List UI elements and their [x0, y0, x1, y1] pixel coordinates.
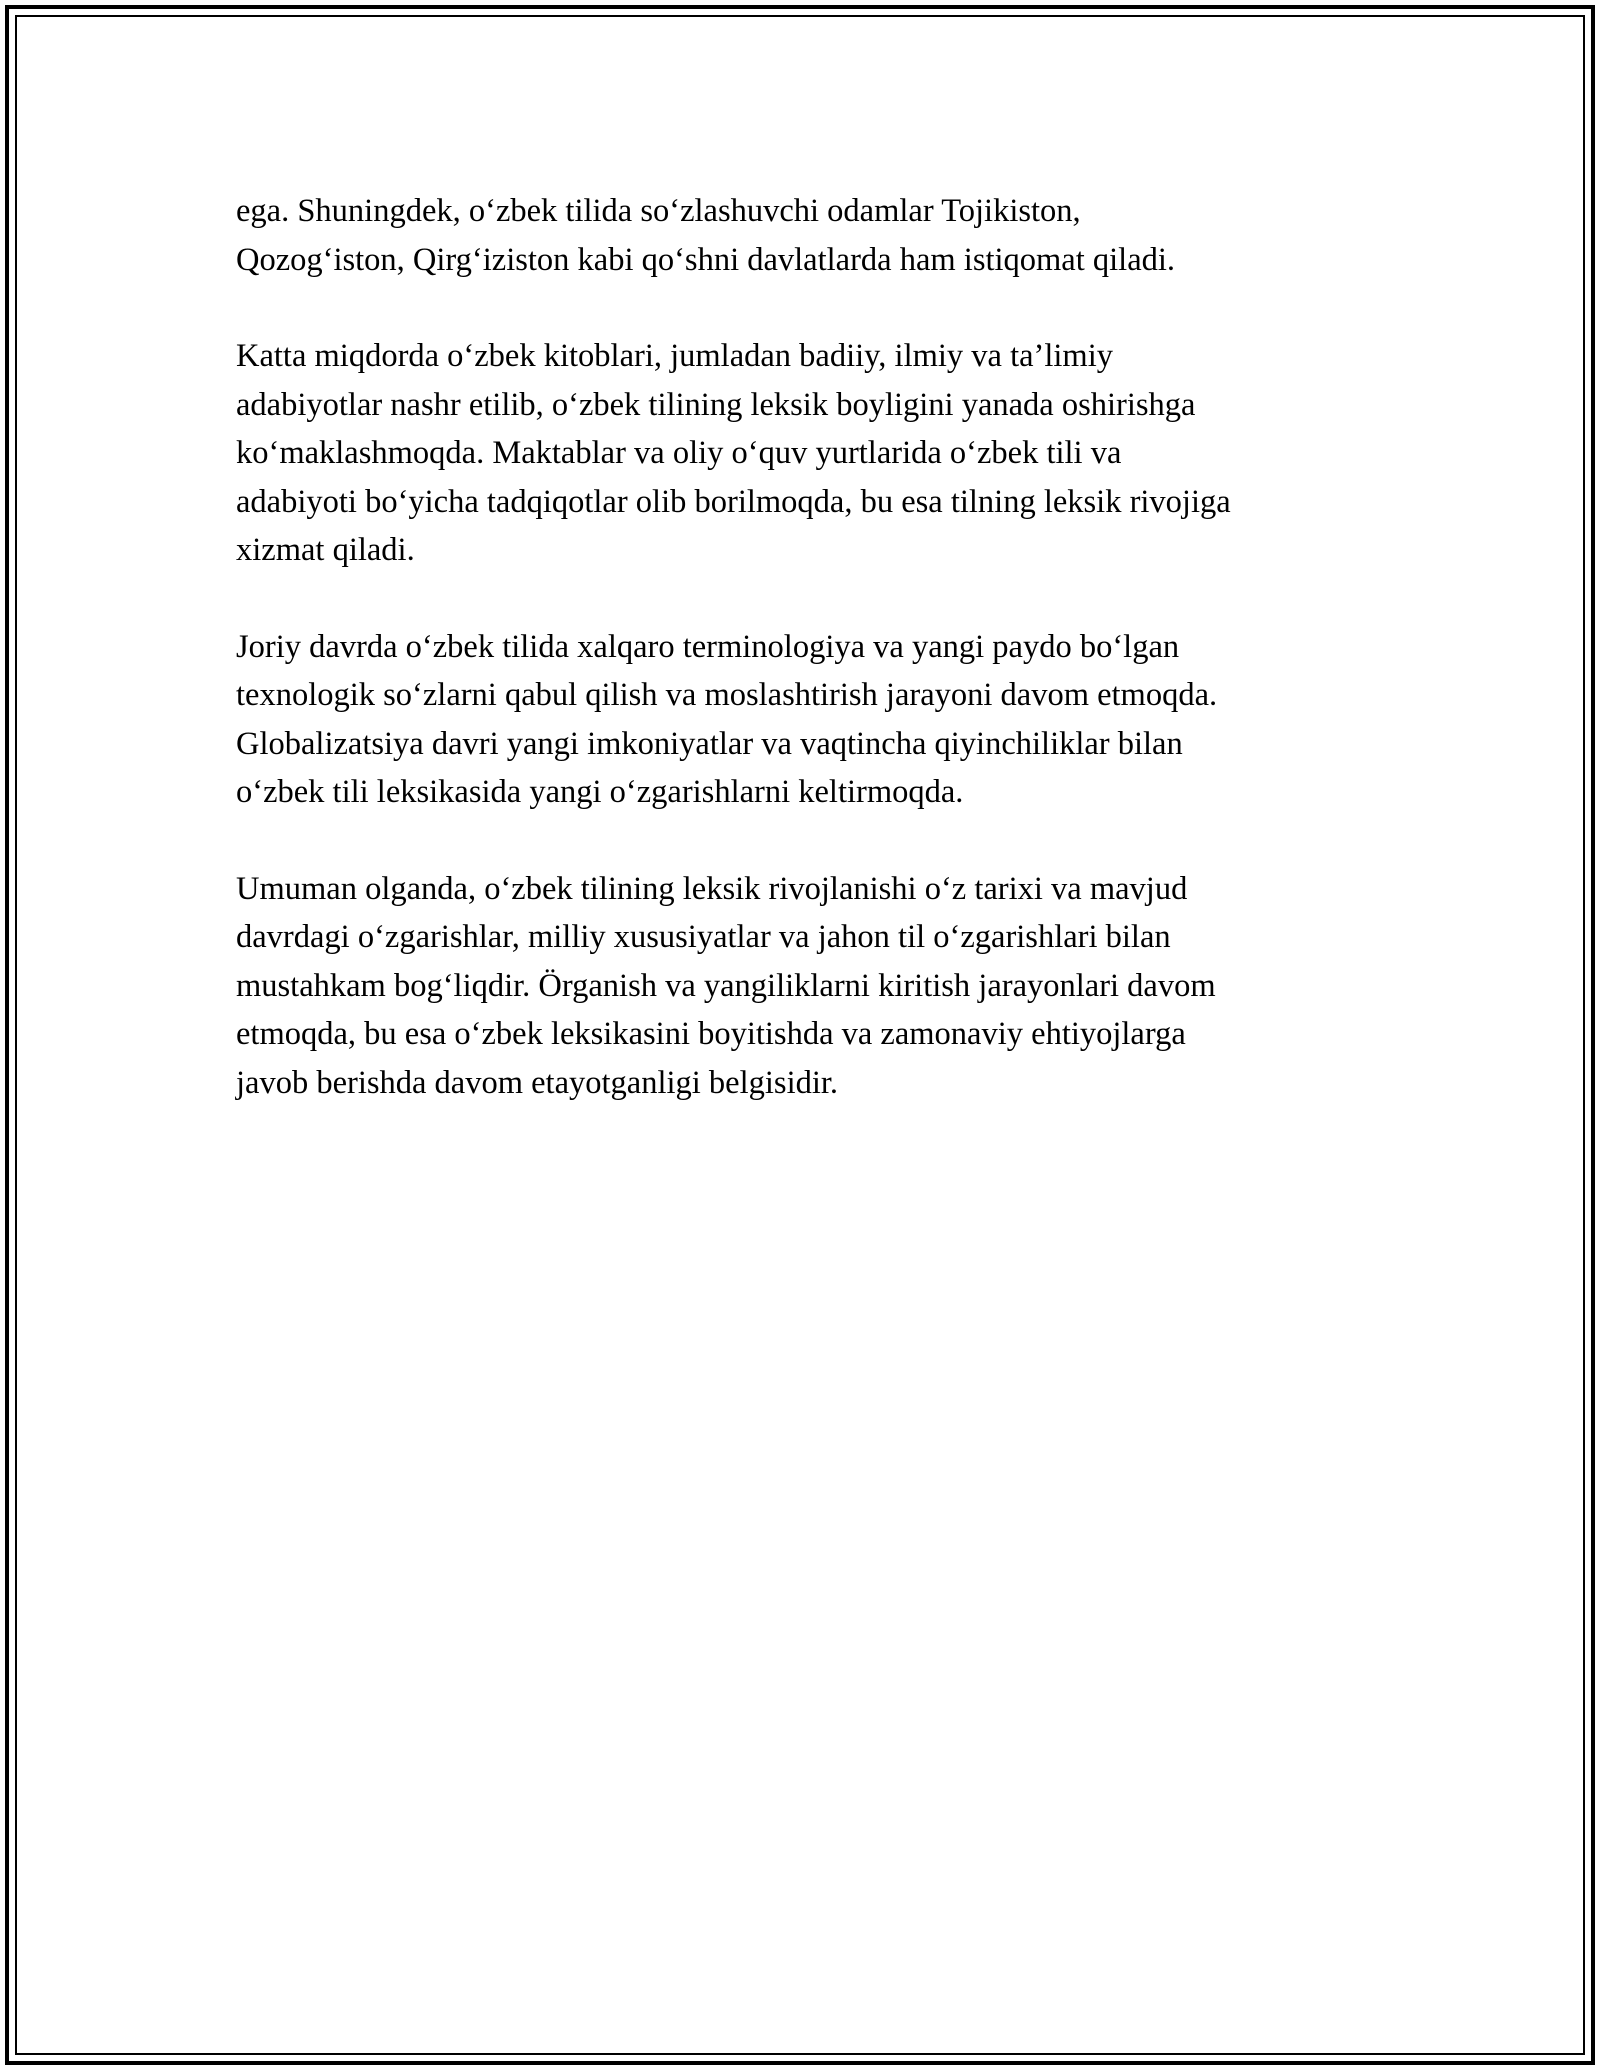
text-line: adabiyoti bo‘yicha tadqiqotlar olib borilmoqda, bu esa tilning leksik rivojiga — [236, 483, 1231, 520]
text-line: Joriy davrda o‘zbek tilida xalqaro terminologiya va yangi paydo bo‘lgan — [236, 628, 1180, 665]
paragraph-2 — [236, 332, 1416, 575]
text-line: xizmat qiladi. — [236, 532, 415, 568]
text-line: javob berishda davom etayotganligi belgisidir. — [236, 1064, 839, 1101]
paragraph-4 — [236, 865, 1416, 1108]
paragraph-3 — [236, 623, 1416, 817]
text-line: Globalizatsiya davri yangi imkoniyatlar va vaqtincha qiyinchiliklar bilan — [236, 725, 1183, 762]
text-line: ega. Shuningdek, o‘zbek tilida so‘zlashuvchi odamlar Tojikiston, — [236, 193, 1081, 229]
text-line: davrdagi o‘zgarishlar, milliy xususiyatlar va jahon til o‘zgarishlari bilan — [236, 919, 1171, 955]
text-line: adabiyotlar nashr etilib, o‘zbek tilining leksik boyligini yanada oshirishga — [236, 386, 1196, 423]
text-line: Katta miqdorda o‘zbek kitoblari, jumladan badiiy, ilmiy va ta’limiy — [236, 338, 1113, 374]
text-line: ko‘maklashmoqda. Maktablar va oliy o‘quv yurtlarida o‘zbek tili va — [236, 435, 1122, 471]
text-line: mustahkam bog‘liqdir. Örganish va yangiliklarni kiritish jarayonlari davom — [236, 967, 1216, 1004]
text-line: etmoqda, bu esa o‘zbek leksikasini boyitishda va zamonaviy ehtiyojlarga — [236, 1016, 1186, 1052]
text-line: Qozog‘iston, Qirg‘iziston kabi qo‘shni davlatlarda ham istiqomat qiladi. — [236, 241, 1176, 278]
document-body — [236, 187, 1416, 1155]
paragraph-1 — [236, 187, 1416, 284]
text-line: Umuman olganda, o‘zbek tilining leksik rivojlanishi o‘z tarixi va mavjud — [236, 870, 1188, 907]
text-line: texnologik so‘zlarni qabul qilish va moslashtirish jarayoni davom etmoqda. — [236, 677, 1218, 713]
text-line: o‘zbek tili leksikasida yangi o‘zgarishlarni keltirmoqda. — [236, 774, 964, 810]
